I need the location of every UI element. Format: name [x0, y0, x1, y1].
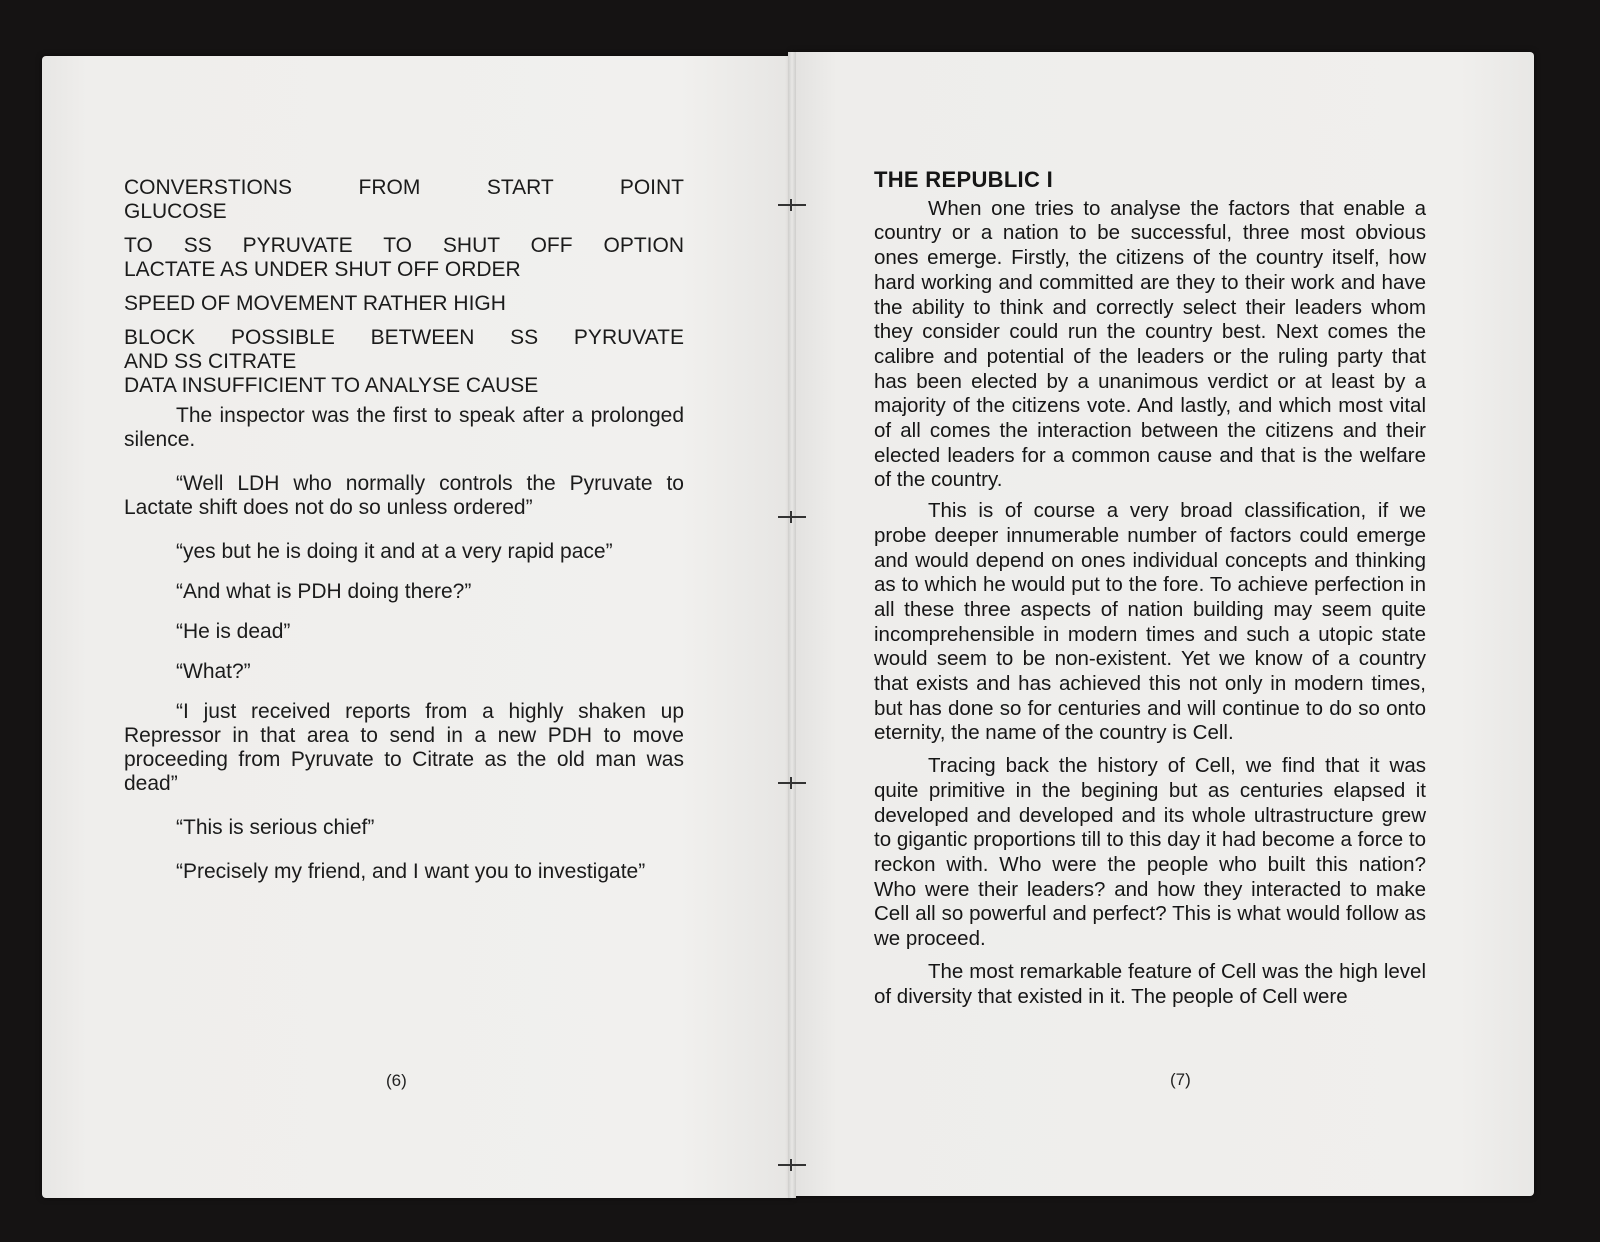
book-spread [38, 46, 1550, 1206]
dialogue-paragraph: “Precisely my friend, and I want you to investigate” [176, 860, 646, 883]
right-page-text [874, 168, 1426, 1009]
readout-line: AND SS CITRATE [124, 350, 297, 373]
paragraph: This is of course a very broad classification, if we probe deeper innumerable number of factors could emerge and would depend on ones individual concepts and thinking as to which he would put to the fore. To achieve perfection in all these three aspects of nation building may seem quite incomprehensible in modern times and such a utopic state would seem to be non-existent. Yet we know of a country that exists and has achieved this not only in modern times, but has done so for centuries and will continue to do so onto eternity, the name of the country is Cell. [874, 499, 1426, 745]
dialogue-paragraph: “Well LDH who normally controls the Pyruvate to Lactate shift does not do so unless ordered” [124, 472, 684, 519]
readout-line: TO SS PYRUVATE TO SHUT OFF OPTION [124, 234, 684, 257]
readout-line: LACTATE AS UNDER SHUT OFF ORDER [124, 258, 521, 281]
right-page-number: (7) [1170, 1070, 1191, 1089]
dialogue-block [124, 404, 684, 884]
paragraph: Tracing back the history of Cell, we find that it was quite primitive in the begining but as centuries elapsed it developed and developed and its whole ultrastructure grew to gigantic proportions till to this day it had become a force to reckon with. Who were the people who built this nation? Who were their leaders? and how they interacted to make Cell all so powerful and perfect? This is what would follow as we proceed. [874, 754, 1426, 951]
readout-line: CONVERSTIONS FROM START POINT [124, 176, 684, 199]
readout-line: SPEED OF MOVEMENT RATHER HIGH [124, 292, 506, 315]
binding-stitch [778, 204, 806, 206]
binding-stitch [778, 782, 806, 784]
readout-line: DATA INSUFFICIENT TO ANALYSE CAUSE [124, 374, 539, 397]
dialogue-paragraph: “He is dead” [176, 620, 291, 643]
binding-stitch [778, 1164, 806, 1166]
dialogue-paragraph: “I just received reports from a highly shaken up Repressor in that area to send in a new PDH to move proceeding from Pyruvate to Citrate as the old man was dead” [124, 700, 684, 795]
book-gutter [788, 52, 796, 1198]
dialogue-paragraph: “yes but he is doing it and at a very rapid pace” [176, 540, 613, 563]
dialogue-paragraph: “This is serious chief” [176, 816, 375, 839]
paragraph: When one tries to analyse the factors that enable a country or a nation to be successful, three most obvious ones emerge. Firstly, the citizens of the country itself, how hard working and committed are they to their work and have the ability to think and correctly select their leaders whom they consider could run the country best. Next comes the calibre and potential of the leaders or the ruling party that has been elected by a unanimous verdict or at least by a majority of the citizens vote. And lastly, and which most vital of all comes the interaction between the citizens and their elected leaders for a common cause and that is the welfare of the country. [874, 196, 1426, 492]
left-page-number: (6) [386, 1071, 407, 1090]
chapter-heading: THE REPUBLIC I [874, 167, 1053, 192]
paragraph: The most remarkable feature of Cell was the high level of diversity that existed in it. The people of Cell were [874, 959, 1426, 1008]
left-page-text [124, 176, 684, 884]
readout-line: BLOCK POSSIBLE BETWEEN SS PYRUVATE [124, 326, 684, 349]
right-page [792, 52, 1534, 1196]
binding-stitch [778, 516, 806, 518]
left-page [42, 56, 792, 1198]
dialogue-paragraph: “And what is PDH doing there?” [176, 580, 472, 603]
dialogue-paragraph: The inspector was the first to speak after a prolonged silence. [124, 404, 684, 451]
dialogue-paragraph: “What?” [176, 660, 251, 683]
computer-readout [124, 176, 684, 398]
readout-line: GLUCOSE [124, 200, 227, 223]
